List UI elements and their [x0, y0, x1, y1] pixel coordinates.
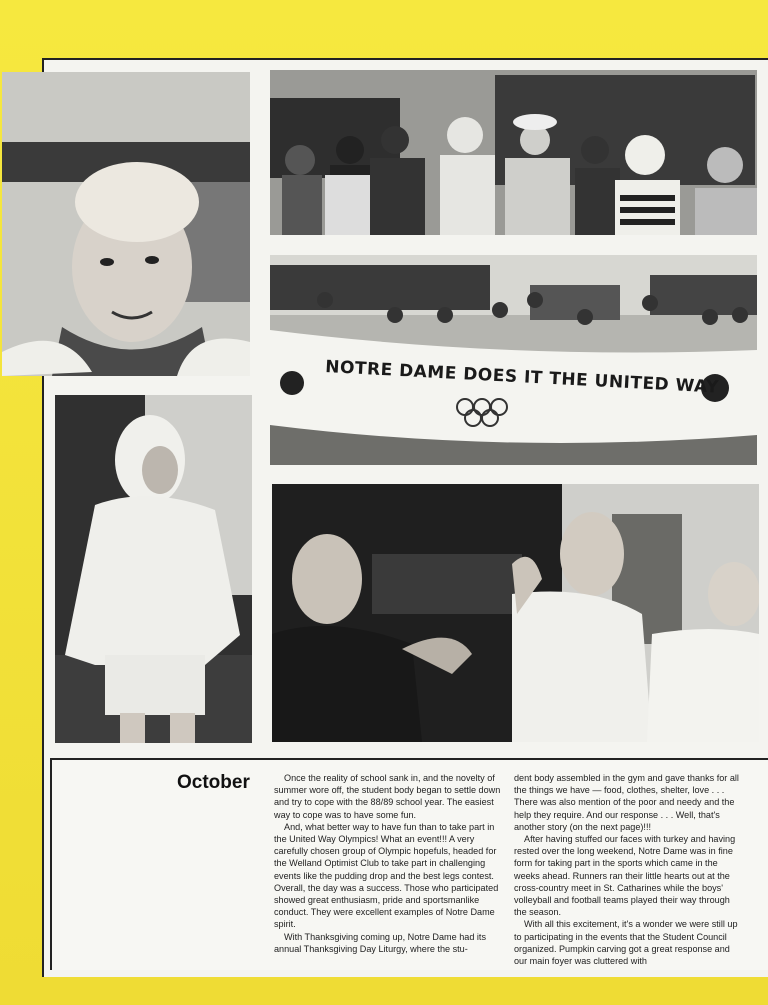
students-flexing-photo — [272, 484, 759, 742]
article-paragraph: And, what better way to have fun than to take part in the United Way Olympics! What an event!!! A very carefully chosen group of Olympic hopefuls, headed for the Welland Optimist Club to take part in challenging events like the pudding drop and the best legs contest. Overall, the day was a success. Those who participated showed great enthusiasm, pride and sportsmanlike conduct. They were excellent examples of Notre Dame spirit. — [274, 821, 499, 930]
white-suit-student-photo — [55, 395, 252, 743]
article-panel — [50, 758, 768, 970]
article-column-2 — [514, 772, 742, 967]
article-paragraph: Once the reality of school sank in, and the novelty of summer wore off, the student body began to settle down and try to cope with the 88/89 school year. The easiest way to cope was to have some fun. — [274, 773, 501, 820]
article-column-1 — [274, 772, 502, 955]
article-heading: October — [177, 772, 250, 793]
article-paragraph: With Thanksgiving coming up, Notre Dame had its annual Thanksgiving Day Liturgy, where the stu- — [274, 931, 487, 954]
united-way-banner-photo — [270, 255, 757, 465]
portrait-photo-smiling-student — [2, 72, 250, 376]
article-paragraph: After having stuffed our faces with turkey and having rested over the long weekend, Notre Dame was in fine form for taking part in the sports which came in the weeks ahead. Runners ran their little hearts out at the cross-country meet in St. Catharines while the boys' volleyball and football teams played their way through the season. — [514, 834, 736, 918]
costume-group-photo — [270, 70, 757, 235]
article-paragraph: With all this excitement, it's a wonder we were still up to participating in the events that the Student Council organized. Pumpkin carving got a great response and our main foyer was cluttered with — [514, 919, 738, 967]
article-paragraph: dent body assembled in the gym and gave thanks for all the things we have — food, clothes, shelter, love . . . There was also mention of the poor and needy and the help they require. And our response . . . Well, that's another story (on the next page)!!! — [514, 773, 739, 832]
banner-slogan: NOTRE DAME DOES IT THE UNITED WAY — [324, 357, 720, 398]
